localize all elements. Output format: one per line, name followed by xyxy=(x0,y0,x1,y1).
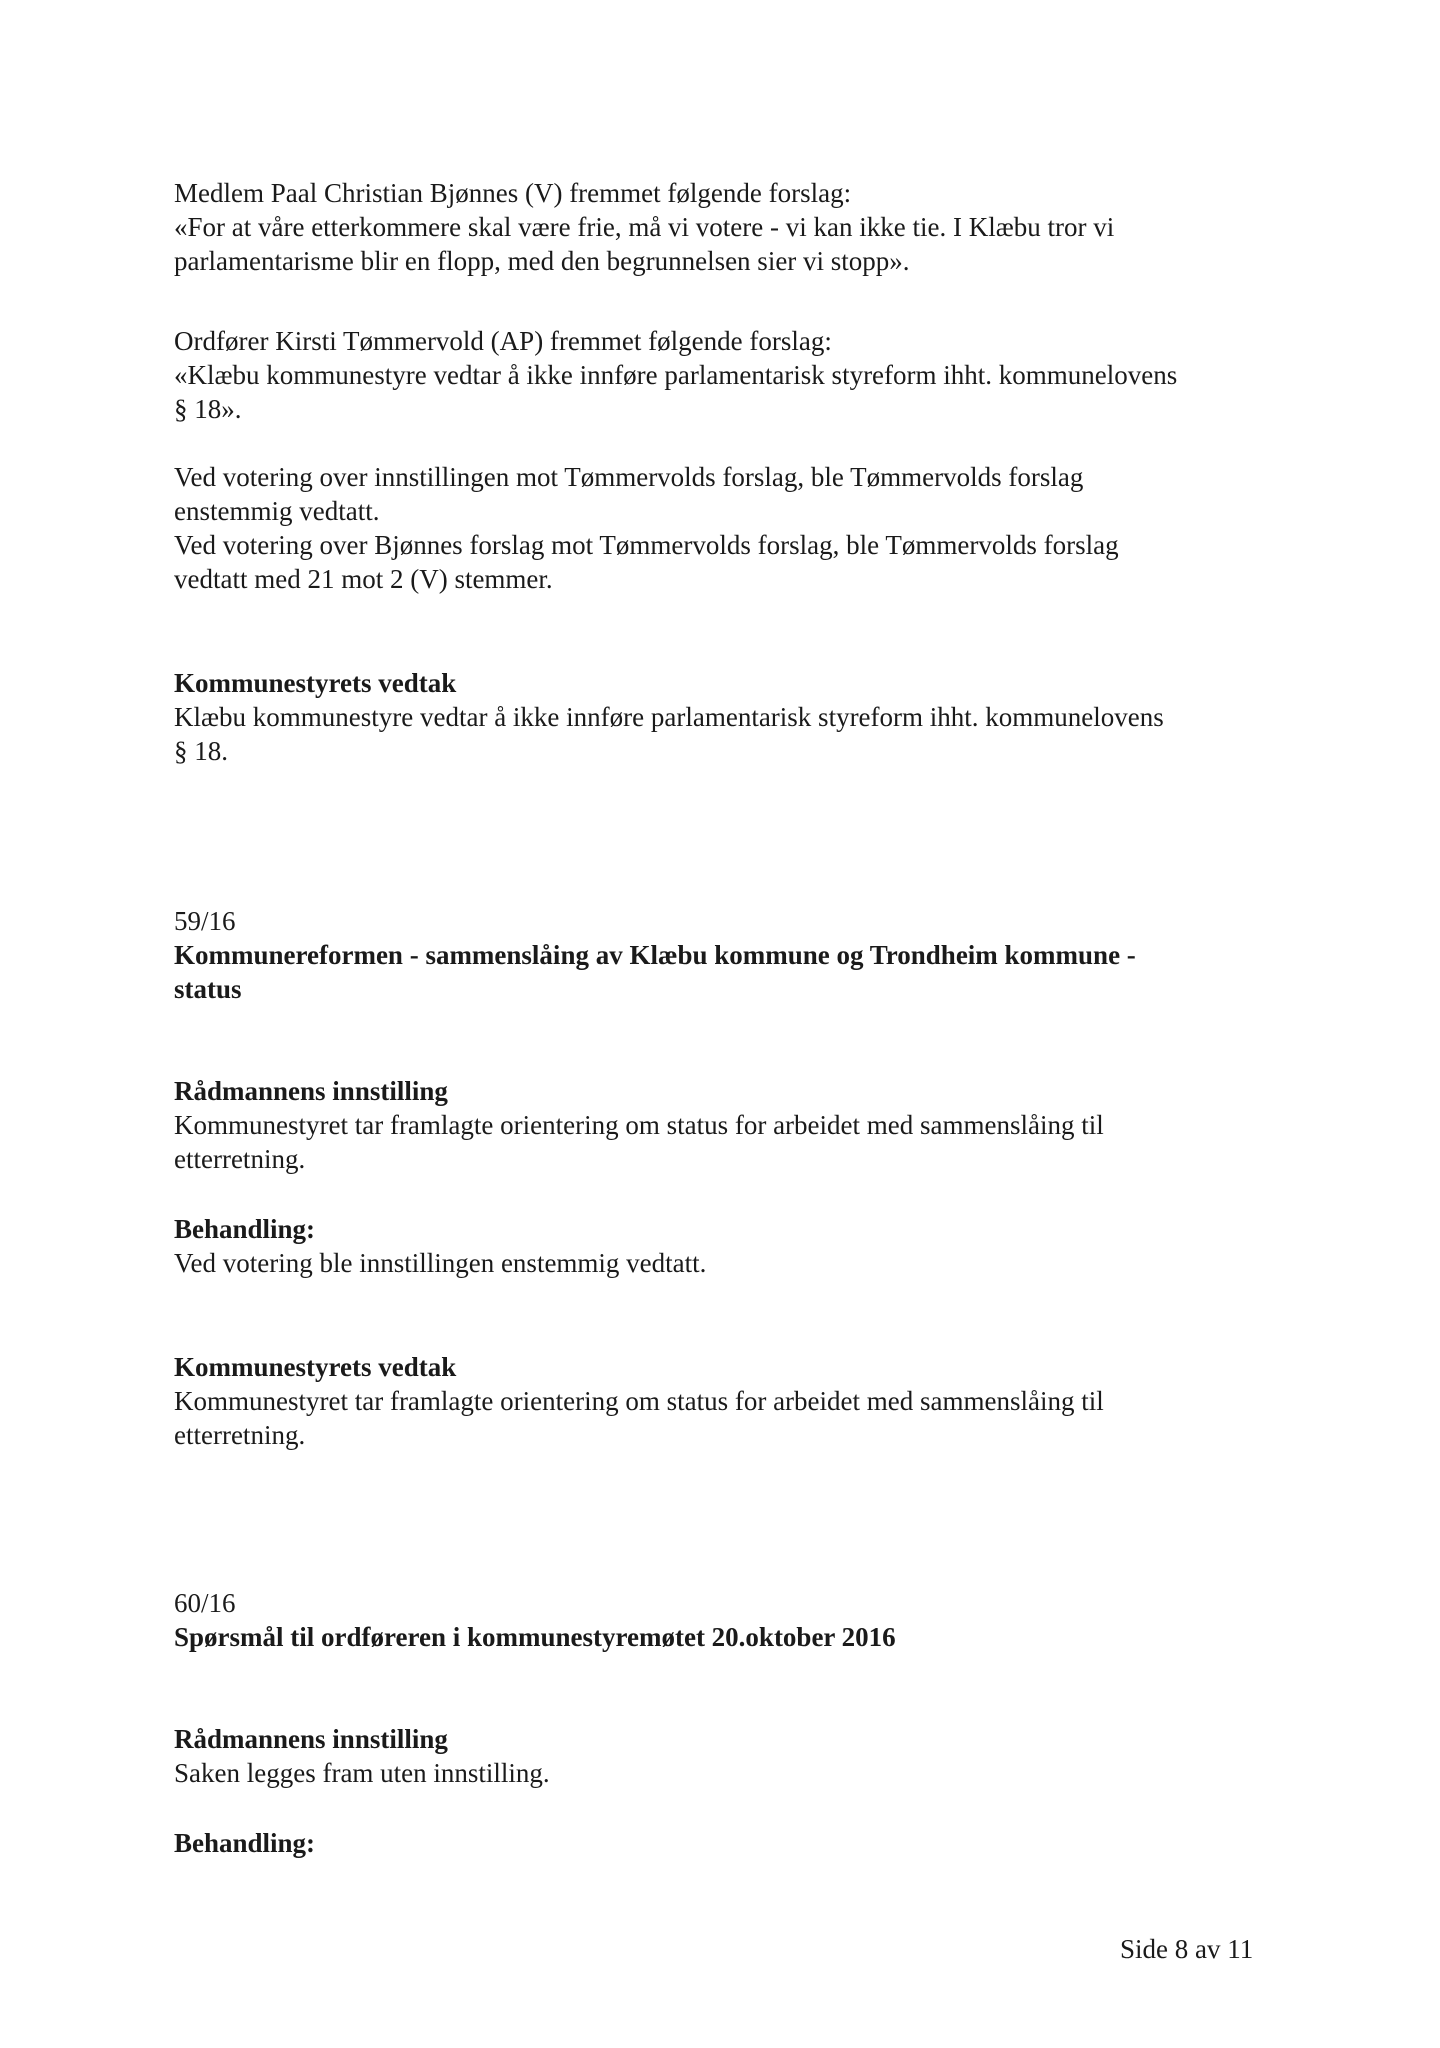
text-line: Medlem Paal Christian Bjønnes (V) fremmet følgende forslag: xyxy=(174,178,852,208)
case-number: 60/16 xyxy=(174,1588,236,1618)
page-number: Side 8 av 11 xyxy=(1120,1934,1254,1964)
text-line: Ved votering ble innstillingen enstemmig vedtatt. xyxy=(174,1248,707,1278)
case-60-processing xyxy=(174,1826,1284,1860)
text-line: Ved votering over innstillingen mot Tømmervolds forslag, ble Tømmervolds forslag xyxy=(174,462,1084,492)
text-line: vedtatt med 21 mot 2 (V) stemmer. xyxy=(174,564,553,594)
processing-heading: Behandling: xyxy=(174,1214,316,1244)
case-title: Kommunereformen - sammenslåing av Klæbu kommune og Trondheim kommune - xyxy=(174,940,1136,970)
recommendation-heading: Rådmannens innstilling xyxy=(174,1076,448,1106)
text-line: «For at våre etterkommere skal være frie, må vi votere - vi kan ikke tie. I Klæbu tror vi xyxy=(174,212,1115,242)
case-59-recommendation xyxy=(174,1074,1284,1176)
council-decision-heading: Kommunestyrets vedtak xyxy=(174,668,457,698)
case-title: status xyxy=(174,974,242,1004)
recommendation-heading: Rådmannens innstilling xyxy=(174,1724,448,1754)
case-59-processing xyxy=(174,1212,1284,1280)
text-line: Ved votering over Bjønnes forslag mot Tømmervolds forslag, ble Tømmervolds forslag xyxy=(174,530,1119,560)
bjonnes-proposal xyxy=(174,176,1284,278)
text-line: Klæbu kommunestyre vedtar å ikke innføre parlamentarisk styreform ihht. kommunelovens xyxy=(174,702,1164,732)
processing-heading: Behandling: xyxy=(174,1828,316,1858)
text-line: § 18». xyxy=(174,394,242,424)
case-60-header xyxy=(174,1586,1284,1654)
council-decision-heading: Kommunestyrets vedtak xyxy=(174,1352,457,1382)
council-decision-prev xyxy=(174,666,1284,768)
text-line: Kommunestyret tar framlagte orientering om status for arbeidet med sammenslåing til xyxy=(174,1110,1104,1140)
text-line: parlamentarisme blir en flopp, med den begrunnelsen sier vi stopp». xyxy=(174,246,910,276)
case-60-recommendation xyxy=(174,1722,1284,1790)
tommervold-proposal xyxy=(174,324,1284,426)
case-number: 59/16 xyxy=(174,906,236,936)
text-line: Kommunestyret tar framlagte orientering om status for arbeidet med sammenslåing til xyxy=(174,1386,1104,1416)
text-line: etterretning. xyxy=(174,1144,306,1174)
case-59-decision xyxy=(174,1350,1284,1452)
case-59-header xyxy=(174,904,1284,1006)
text-line: Ordfører Kirsti Tømmervold (AP) fremmet følgende forslag: xyxy=(174,326,832,356)
text-line: Saken legges fram uten innstilling. xyxy=(174,1758,550,1788)
voting-result xyxy=(174,460,1284,596)
text-line: enstemmig vedtatt. xyxy=(174,496,380,526)
text-line: etterretning. xyxy=(174,1420,306,1450)
text-line: «Klæbu kommunestyre vedtar å ikke innføre parlamentarisk styreform ihht. kommunelovens xyxy=(174,360,1178,390)
case-title: Spørsmål til ordføreren i kommunestyremøtet 20.oktober 2016 xyxy=(174,1622,896,1652)
text-line: § 18. xyxy=(174,736,228,766)
